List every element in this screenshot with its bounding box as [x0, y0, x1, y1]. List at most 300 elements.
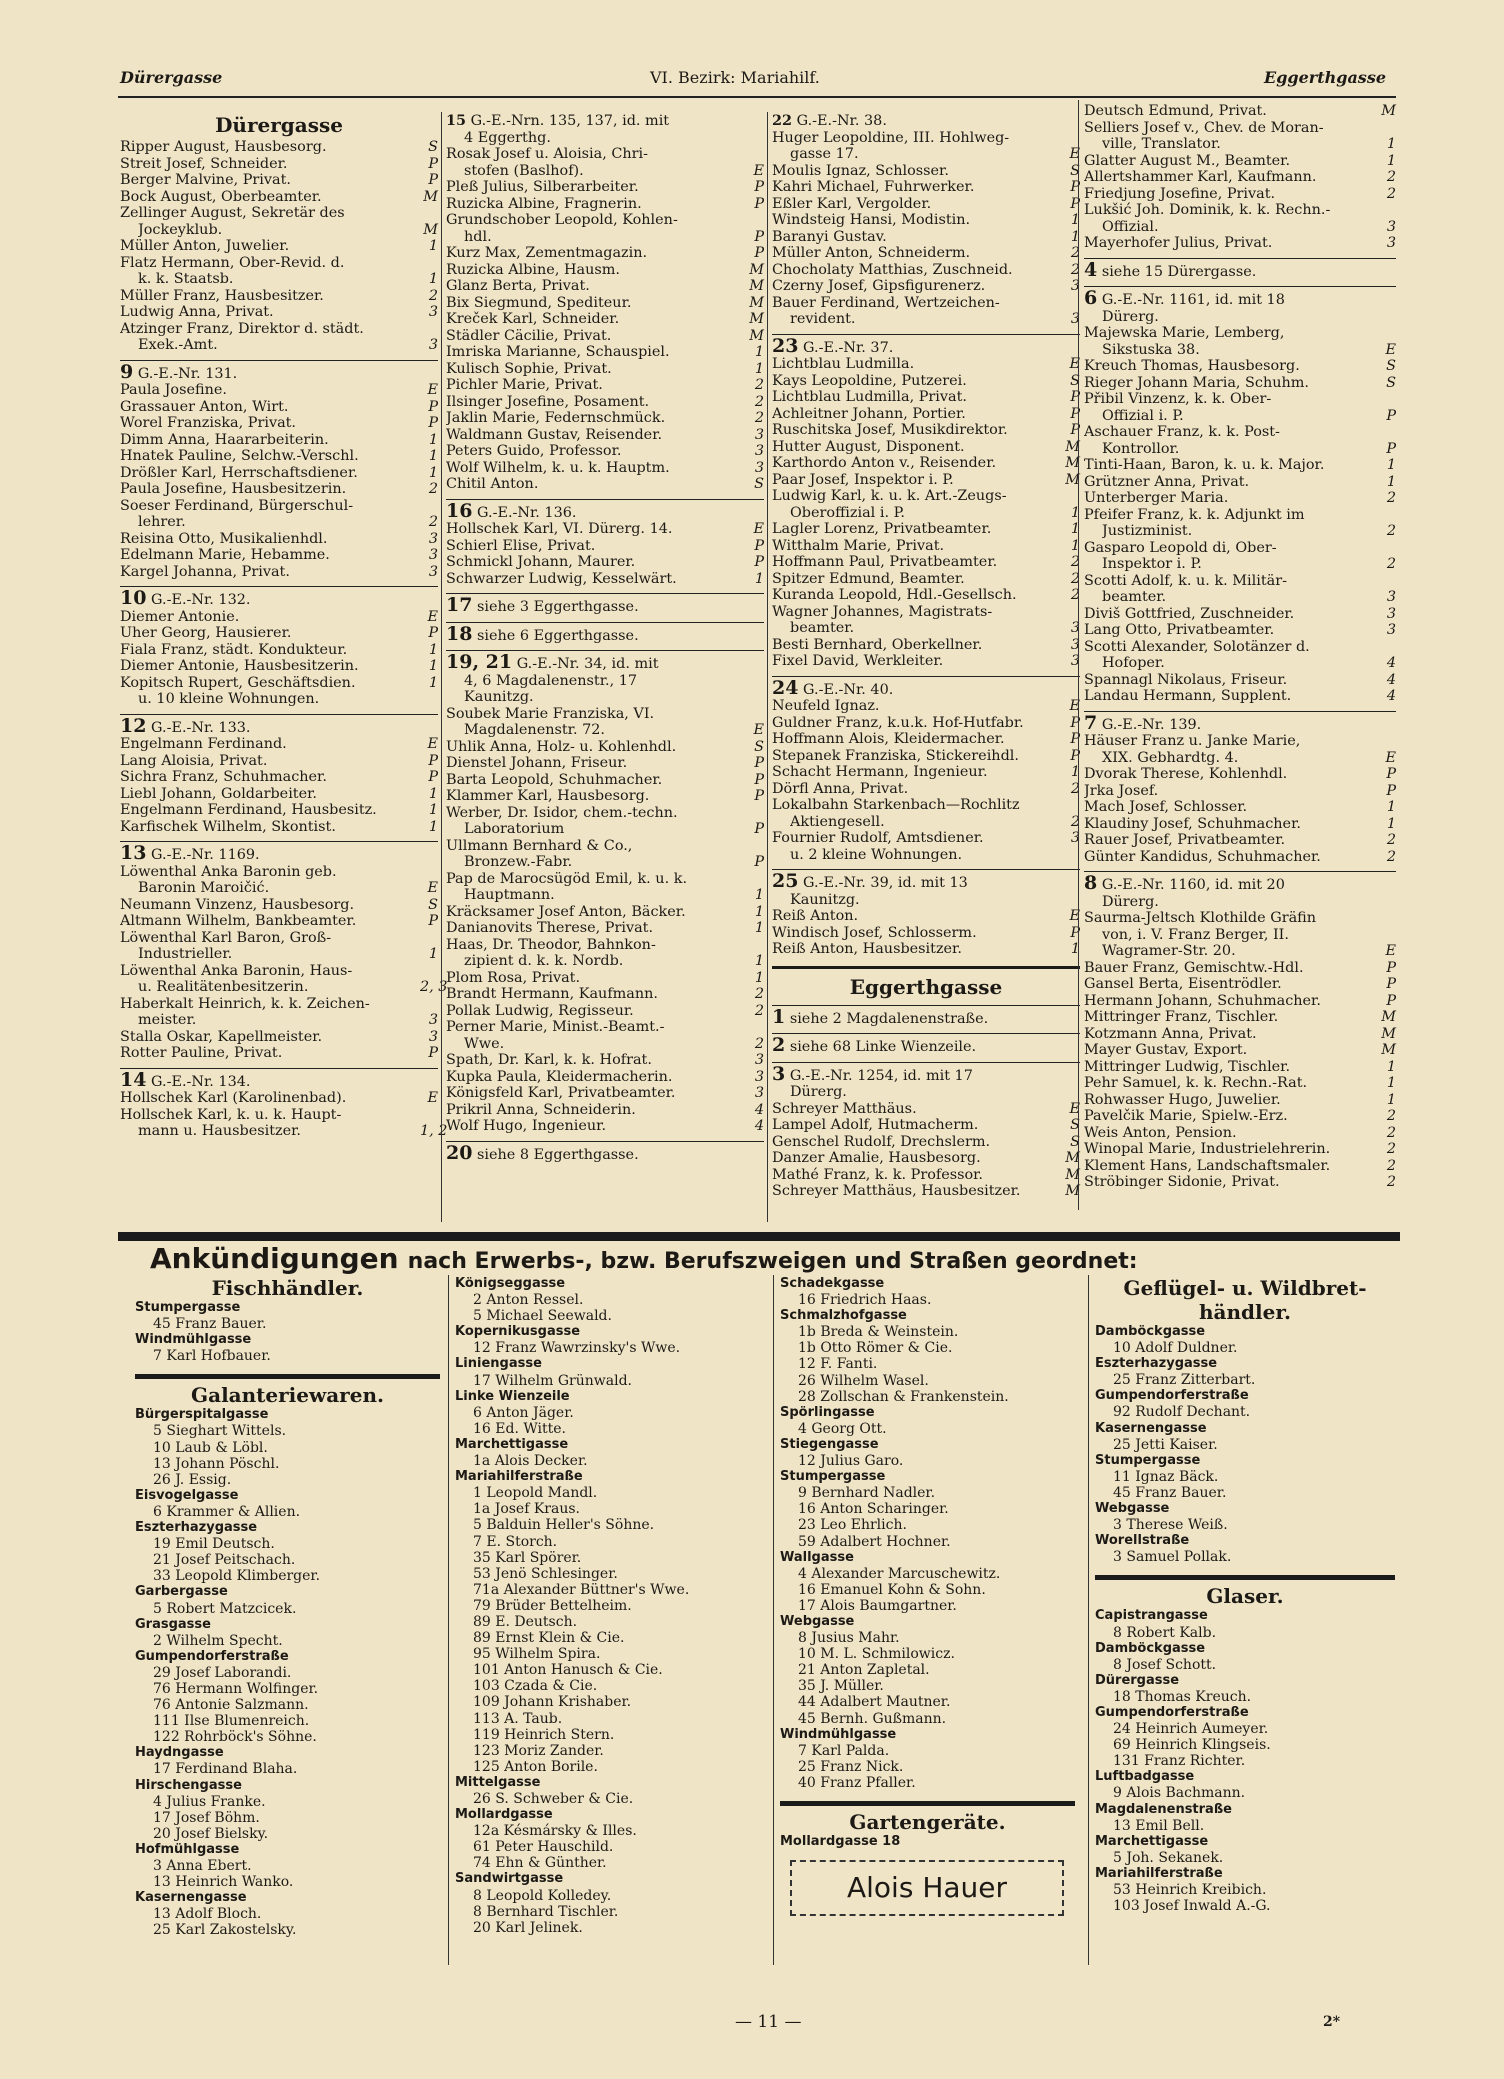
house-info: G.-E.-Nr. 1161, id. mit 18 — [1101, 292, 1285, 308]
resident-entry — [772, 196, 1080, 213]
resident-entry — [120, 432, 438, 449]
advertiser-entry: 7 Karl Hofbauer. — [153, 1348, 271, 1365]
floor-mark — [1378, 391, 1396, 408]
floor-mark: 1 — [428, 271, 438, 287]
house-number: 6 — [1084, 287, 1098, 309]
resident-entry — [772, 356, 1080, 373]
resident-text: Jaklin Marie, Federnschmück. — [446, 410, 666, 426]
resident-entry — [1084, 639, 1396, 656]
resident-entry — [1084, 424, 1396, 441]
resident-entry — [120, 337, 438, 354]
floor-mark: P — [428, 155, 438, 172]
resident-entry — [120, 753, 438, 770]
resident-text: Wwe. — [464, 1035, 505, 1052]
resident-entry — [1084, 943, 1396, 960]
resident-text: Fournier Rudolf, Amtsdiener. — [772, 830, 984, 846]
resident-entry — [1084, 766, 1396, 783]
street-name: Eisvogelgasse — [135, 1487, 239, 1503]
floor-mark: P — [754, 771, 764, 788]
floor-mark: 2 — [1070, 780, 1080, 797]
advertiser-entry: 1 Leopold Mandl. — [473, 1485, 598, 1502]
advertiser-entry: 25 Franz Zitterbart. — [1113, 1372, 1256, 1389]
house-info: G.-E.-Nrn. 135, 137, id. mit — [470, 113, 670, 129]
resident-entry — [446, 130, 764, 147]
resident-text: Paula Josefine. — [120, 382, 227, 398]
resident-text: Imriska Marianne, Schauspiel. — [446, 344, 670, 360]
resident-entry — [120, 979, 448, 996]
advertiser-entry: 123 Moriz Zander. — [473, 1742, 604, 1759]
resident-entry — [1084, 589, 1396, 606]
trade-category: Glaser. — [1095, 1575, 1395, 1608]
resident-text: Städler Cäcilie, Privat. — [446, 327, 612, 344]
street-name: Hofmühlgasse — [135, 1841, 240, 1857]
resident-text: Grassauer Anton, Wirt. — [120, 398, 289, 415]
resident-text: Scotti Alexander, Solotänzer d. — [1084, 638, 1310, 655]
advertiser-entry: 10 Laub & Löbl. — [153, 1439, 268, 1456]
resident-entry — [120, 514, 438, 531]
street-name: Worellstraße — [1095, 1533, 1190, 1549]
floor-mark: 1 — [428, 641, 438, 658]
resident-text: Lang Otto, Privatbeamter. — [1084, 622, 1275, 638]
resident-entry — [772, 521, 1080, 538]
resident-entry — [120, 415, 438, 432]
house-info: G.-E.-Nr. 1169. — [151, 847, 260, 863]
house-number: 2 — [772, 1034, 786, 1056]
resident-entry — [120, 156, 438, 173]
street-name: Stumpergasse — [780, 1469, 886, 1485]
floor-mark: E — [1069, 698, 1080, 714]
floor-mark: 2 — [754, 377, 764, 393]
resident-entry — [772, 455, 1080, 472]
resident-text: Engelmann Ferdinand, Hausbesitz. — [120, 802, 377, 818]
advertiser-entry: 59 Adalbert Hochner. — [798, 1533, 951, 1550]
resident-text: hdl. — [464, 228, 492, 245]
advertiser-entry: 7 E. Storch. — [473, 1533, 558, 1550]
resident-text: Schmickl Johann, Maurer. — [446, 554, 636, 570]
resident-entry — [120, 189, 438, 206]
resident-entry — [446, 920, 764, 937]
resident-text: Kräcksamer Josef Anton, Bäcker. — [446, 903, 686, 920]
resident-entry — [446, 970, 764, 987]
resident-entry — [446, 476, 764, 493]
resident-entry — [120, 304, 438, 321]
resident-text: Lokalbahn Starkenbach—Rochlitz — [772, 797, 1020, 813]
advertiser-entry: 4 Alexander Marcuschewitz. — [798, 1565, 1001, 1582]
floor-mark — [746, 805, 764, 822]
floor-mark: 3 — [1386, 589, 1396, 605]
resident-text: Uher Georg, Hausierer. — [120, 625, 292, 641]
resident-entry — [772, 731, 1080, 748]
advertiser-entry: 109 Johann Krishaber. — [473, 1694, 632, 1711]
floor-mark — [420, 864, 438, 881]
resident-text: Peters Guido, Professor. — [446, 443, 622, 459]
floor-mark: 3 — [754, 426, 764, 443]
resident-entry — [1084, 1125, 1396, 1142]
house-number: 9 — [120, 360, 134, 383]
street-name: Mariahilferstraße — [455, 1469, 583, 1485]
resident-text: Kupka Paula, Kleidermacherin. — [446, 1068, 673, 1085]
house-number-heading — [1084, 286, 1396, 309]
advertiser-entry: 131 Franz Richter. — [1113, 1753, 1246, 1770]
resident-entry — [446, 212, 764, 229]
resident-text: XIX. Gebhardtg. 4. — [1102, 749, 1239, 766]
advertiser-entry: 6 Anton Jäger. — [473, 1404, 574, 1421]
resident-entry — [446, 311, 764, 328]
house-number-heading — [446, 593, 764, 616]
resident-text: Inspektor i. P. — [1102, 556, 1202, 572]
floor-mark: 2 — [1386, 1174, 1396, 1190]
advertiser-entry: 20 Karl Jelinek. — [473, 1919, 583, 1936]
advertiser-entry: 1a Alois Decker. — [473, 1453, 588, 1470]
floor-mark: M — [749, 294, 764, 311]
floor-mark — [746, 838, 764, 855]
resident-text: Industrieller. — [138, 946, 233, 962]
resident-entry — [772, 229, 1080, 246]
resident-text: Soubek Marie Franziska, VI. — [446, 705, 655, 722]
street-name: Dürergasse — [1095, 1672, 1180, 1688]
resident-entry — [446, 821, 764, 838]
resident-entry — [120, 864, 438, 881]
street-name: Damböckgasse — [1095, 1324, 1206, 1339]
floor-mark: 1 — [1070, 764, 1080, 780]
floor-mark — [746, 689, 764, 706]
street-name: Luftbadgasse — [1095, 1769, 1195, 1785]
advertiser-entry: 5 Robert Matzcicek. — [153, 1600, 297, 1617]
floor-mark — [746, 871, 764, 888]
resident-entry — [1084, 1141, 1396, 1158]
resident-text: Bock August, Oberbeamter. — [120, 188, 322, 205]
floor-mark — [1378, 639, 1396, 656]
floor-mark: 3 — [1386, 622, 1396, 638]
resident-entry — [772, 797, 1080, 814]
resident-entry — [446, 1003, 764, 1020]
resident-text: Gasparo Leopold di, Ober- — [1084, 539, 1277, 556]
resident-entry — [1084, 816, 1396, 833]
floor-mark — [1378, 424, 1396, 441]
advertiser-entry: 7 Karl Palda. — [798, 1742, 890, 1759]
house-info: G.-E.-Nr. 37. — [803, 339, 894, 356]
resident-entry — [772, 637, 1080, 654]
resident-entry — [120, 609, 438, 626]
floor-mark: 3 — [754, 1068, 764, 1085]
resident-text: Löwenthal Anka Baronin, Haus- — [120, 962, 353, 979]
announcements-column-3 — [780, 1276, 1075, 1916]
resident-entry — [446, 1052, 764, 1069]
floor-mark: 1 — [1386, 815, 1396, 832]
house-number: 12 — [120, 714, 147, 737]
advertiser-entry: 16 Ed. Witte. — [473, 1420, 566, 1437]
resident-entry — [1084, 688, 1396, 705]
floor-mark: M — [1381, 103, 1396, 119]
street-name: Liniengasse — [455, 1356, 542, 1372]
floor-mark — [746, 130, 764, 147]
floor-mark: E — [1385, 749, 1396, 766]
resident-entry — [772, 1150, 1080, 1167]
floor-mark: 2 — [754, 410, 764, 426]
street-name: Mollardgasse — [455, 1807, 553, 1823]
street-name: Damböckgasse — [1095, 1640, 1206, 1656]
floor-mark — [746, 1019, 764, 1036]
resident-text: Huger Leopoldine, III. Hohlweg- — [772, 129, 1010, 146]
advertiser-entry: 35 Karl Spörer. — [473, 1549, 582, 1566]
floor-mark: 2 — [754, 1002, 764, 1019]
resident-entry — [772, 179, 1080, 196]
floor-mark: E — [427, 880, 438, 896]
floor-mark: 1 — [1070, 212, 1080, 228]
street-name: Magdalenenstraße — [1095, 1801, 1232, 1817]
resident-entry — [120, 996, 438, 1013]
advertiser-entry: 17 Alois Baumgartner. — [798, 1597, 957, 1614]
advertiser-entry: 6 Krammer & Allien. — [153, 1503, 301, 1520]
signature-mark: 2* — [1323, 2014, 1341, 2030]
advertiser-entry: 113 A. Taub. — [473, 1710, 563, 1727]
resident-entry — [1084, 655, 1396, 672]
resident-text: stofen (Baslhof). — [464, 162, 584, 179]
resident-text: zipient d. k. k. Nordb. — [464, 953, 624, 969]
floor-mark: E — [753, 162, 764, 179]
resident-entry — [1084, 490, 1396, 507]
resident-entry — [772, 554, 1080, 571]
resident-text: Reisina Otto, Musikalienhdl. — [120, 530, 328, 547]
resident-entry — [120, 658, 438, 675]
floor-mark: M — [1065, 471, 1080, 488]
floor-mark — [420, 996, 438, 1013]
resident-entry — [772, 1117, 1080, 1134]
floor-mark: 2 — [1386, 523, 1396, 539]
resident-entry — [1084, 391, 1396, 408]
house-number-heading — [120, 1068, 438, 1091]
resident-entry — [446, 262, 764, 279]
resident-text: Justizminist. — [1102, 523, 1193, 539]
advertiser-entry: 74 Ehn & Günther. — [473, 1855, 607, 1872]
floor-mark: 1 — [1070, 228, 1080, 245]
resident-text: Drößler Karl, Herrschaftsdiener. — [120, 464, 358, 481]
resident-entry — [1084, 1075, 1396, 1092]
resident-text: Paar Josef, Inspektor i. P. — [772, 471, 954, 488]
resident-entry — [446, 673, 764, 690]
floor-mark: P — [428, 625, 438, 641]
resident-entry — [772, 847, 1080, 864]
floor-mark: E — [427, 382, 438, 398]
house-number-heading — [120, 360, 438, 383]
resident-text: Magdalenenstr. 72. — [464, 722, 605, 738]
resident-entry — [446, 361, 764, 378]
resident-text: Sikstuska 38. — [1102, 341, 1200, 358]
advertiser-entry: 2 Anton Ressel. — [473, 1292, 584, 1309]
street-name: Sandwirtgasse — [455, 1871, 564, 1887]
street-name: Linke Wienzeile — [455, 1388, 570, 1404]
resident-entry — [772, 814, 1080, 831]
resident-text: Chitil Anton. — [446, 476, 539, 492]
announcements-column-2 — [455, 1276, 760, 1936]
resident-text: Kreuch Thomas, Hausbesorg. — [1084, 358, 1300, 374]
resident-text: Zellinger August, Sekretär des — [120, 205, 345, 221]
floor-mark: 2 — [428, 287, 438, 304]
advertiser-entry: 45 Bernh. Gußmann. — [798, 1710, 947, 1727]
advertiser-entry: 95 Wilhelm Spira. — [473, 1646, 601, 1663]
house-info: G.-E.-Nr. 136. — [477, 504, 577, 521]
resident-text: Berger Malvine, Privat. — [120, 172, 291, 188]
street-name: Stumpergasse — [1095, 1452, 1201, 1468]
street-name: Bürgerspitalgasse — [135, 1407, 269, 1423]
advertiser-entry: 24 Heinrich Aumeyer. — [1113, 1721, 1269, 1738]
floor-mark: P — [754, 755, 764, 771]
resident-text: Schreyer Matthäus, Hausbesitzer. — [772, 1183, 1021, 1199]
floor-mark: 1 — [1070, 504, 1080, 521]
resident-text: Kargel Johanna, Privat. — [120, 563, 290, 580]
house-number-heading — [446, 622, 764, 645]
advertiser-entry: 21 Josef Peitschach. — [153, 1552, 296, 1569]
resident-entry — [120, 399, 438, 416]
resident-entry — [446, 427, 764, 444]
directory-column-4 — [1084, 103, 1396, 1191]
resident-entry — [1084, 799, 1396, 816]
advertiser-entry: 8 Robert Kalb. — [1113, 1624, 1217, 1641]
resident-entry — [772, 373, 1080, 390]
floor-mark: P — [1070, 731, 1080, 747]
resident-entry — [1084, 1009, 1396, 1026]
resident-text: beamter. — [790, 620, 855, 636]
floor-mark: 1 — [1386, 473, 1396, 490]
resident-text: Wolf Hugo, Ingenieur. — [446, 1118, 607, 1134]
resident-text: Saurma-Jeltsch Klothilde Gräfin — [1084, 910, 1317, 926]
street-name: Webgasse — [780, 1613, 855, 1629]
resident-entry — [1084, 523, 1396, 540]
floor-mark: 1 — [1070, 521, 1080, 537]
advertiser-entry: 13 Adolf Bloch. — [153, 1906, 262, 1923]
advertiser-entry: 8 Josef Schott. — [1113, 1656, 1217, 1673]
house-info: G.-E.-Nr. 139. — [1101, 716, 1202, 733]
resident-entry — [1084, 993, 1396, 1010]
street-heading: Dürergasse — [215, 113, 343, 137]
resident-text: Czerny Josef, Gipsfigurenerz. — [772, 278, 986, 294]
house-number: 24 — [772, 676, 799, 699]
house-info: G.-E.-Nr. 133. — [151, 719, 251, 736]
resident-text: Grützner Anna, Privat. — [1084, 473, 1250, 490]
street-name: Windmühlgasse — [135, 1332, 252, 1348]
resident-text: Waldmann Gustav, Reisender. — [446, 426, 663, 443]
house-number-heading — [772, 113, 1080, 130]
floor-mark: M — [1381, 1025, 1396, 1042]
resident-text: Danianovits Therese, Privat. — [446, 920, 654, 936]
floor-mark: E — [1069, 1100, 1080, 1117]
resident-text: Pavelčik Marie, Spielw.-Erz. — [1084, 1108, 1288, 1124]
resident-entry — [446, 772, 764, 789]
resident-entry — [120, 1107, 438, 1124]
resident-entry — [446, 854, 764, 871]
floor-mark: S — [1070, 162, 1080, 179]
floor-mark — [1378, 733, 1396, 750]
resident-text: Selliers Josef v., Chev. de Moran- — [1084, 119, 1324, 136]
resident-text: Kuranda Leopold, Hdl.-Gesellsch. — [772, 587, 1017, 603]
floor-mark: M — [749, 278, 764, 294]
resident-entry — [1084, 832, 1396, 849]
resident-text: Königsfeld Karl, Privatbeamter. — [446, 1085, 676, 1101]
resident-text: Grundschober Leopold, Kohlen- — [446, 212, 678, 228]
floor-mark: 2 — [1386, 185, 1396, 202]
street-name: Mariahilferstraße — [1095, 1865, 1223, 1881]
resident-entry — [120, 819, 438, 836]
floor-mark: 3 — [1386, 605, 1396, 622]
floor-mark: E — [427, 1090, 438, 1106]
resident-text: Klaudiny Josef, Schuhmacher. — [1084, 815, 1301, 832]
floor-mark: P — [754, 554, 764, 570]
floor-mark: P — [754, 179, 764, 195]
resident-entry — [120, 531, 438, 548]
resident-entry — [120, 1123, 448, 1140]
resident-entry — [1084, 136, 1396, 153]
resident-text: Dürerg. — [1102, 308, 1159, 325]
resident-entry — [120, 736, 438, 753]
resident-entry — [120, 913, 438, 930]
resident-text: Glanz Berta, Privat. — [446, 278, 590, 294]
floor-mark — [746, 146, 764, 163]
resident-entry — [446, 460, 764, 477]
floor-mark: 2 — [1386, 848, 1396, 865]
floor-mark: 1 — [1386, 152, 1396, 169]
floor-mark: P — [428, 1045, 438, 1061]
resident-entry — [1084, 733, 1396, 750]
resident-text: u. Realitätenbesitzerin. — [138, 979, 309, 995]
resident-text: u. 2 kleine Wohnungen. — [790, 846, 963, 863]
resident-entry — [1084, 750, 1396, 767]
resident-entry — [446, 554, 764, 571]
resident-entry — [772, 1084, 1080, 1101]
floor-mark: 3 — [428, 563, 438, 580]
floor-mark: 1 — [1386, 136, 1396, 152]
floor-mark: 3 — [428, 1028, 438, 1045]
floor-mark: 2, 3 — [420, 979, 448, 995]
house-number: 18 — [446, 622, 473, 645]
resident-entry — [446, 1118, 764, 1135]
resident-text: Spitzer Edmund, Beamter. — [772, 570, 965, 587]
resident-text: Perner Marie, Minist.-Beamt.- — [446, 1019, 665, 1035]
resident-text: Achleitner Johann, Portier. — [772, 405, 966, 422]
resident-entry — [446, 377, 764, 394]
floor-mark: 3 — [428, 530, 438, 547]
resident-text: Diviš Gottfried, Zuschneider. — [1084, 605, 1295, 622]
house-info: siehe 15 Dürergasse. — [1101, 263, 1257, 280]
resident-text: Ullmann Bernhard & Co., — [446, 837, 633, 854]
resident-text: 4 Eggerthg. — [464, 129, 551, 146]
resident-entry — [120, 205, 438, 222]
resident-text: Edelmann Marie, Hebamme. — [120, 547, 330, 563]
house-number-heading — [120, 714, 438, 737]
street-name: Stiegengasse — [780, 1436, 879, 1452]
floor-mark: 1 — [428, 674, 438, 691]
house-number: 3 — [772, 1062, 786, 1085]
resident-entry — [772, 698, 1080, 715]
resident-text: Windisch Josef, Schlosserm. — [772, 924, 977, 941]
resident-text: Oberoffizial i. P. — [790, 504, 905, 521]
floor-mark: P — [1386, 440, 1396, 457]
advertiser-entry: 3 Anna Ebert. — [153, 1858, 252, 1874]
resident-entry — [772, 505, 1080, 522]
resident-entry — [120, 547, 438, 564]
resident-text: Lagler Lorenz, Privatbeamter. — [772, 521, 992, 537]
resident-entry — [120, 1029, 438, 1046]
resident-entry — [1084, 927, 1396, 944]
advertiser-entry: 20 Josef Bielsky. — [153, 1825, 269, 1842]
resident-entry — [772, 1183, 1080, 1200]
resident-text: Kontrollor. — [1102, 440, 1180, 457]
advertiser-entry: 2 Wilhelm Specht. — [153, 1632, 283, 1649]
resident-entry — [120, 465, 438, 482]
advertiser-entry: 9 Alois Bachmann. — [1113, 1785, 1246, 1802]
advertiser-entry: 103 Josef Inwald A.-G. — [1113, 1898, 1271, 1915]
resident-entry — [120, 1012, 438, 1029]
floor-mark: P — [1386, 782, 1396, 799]
